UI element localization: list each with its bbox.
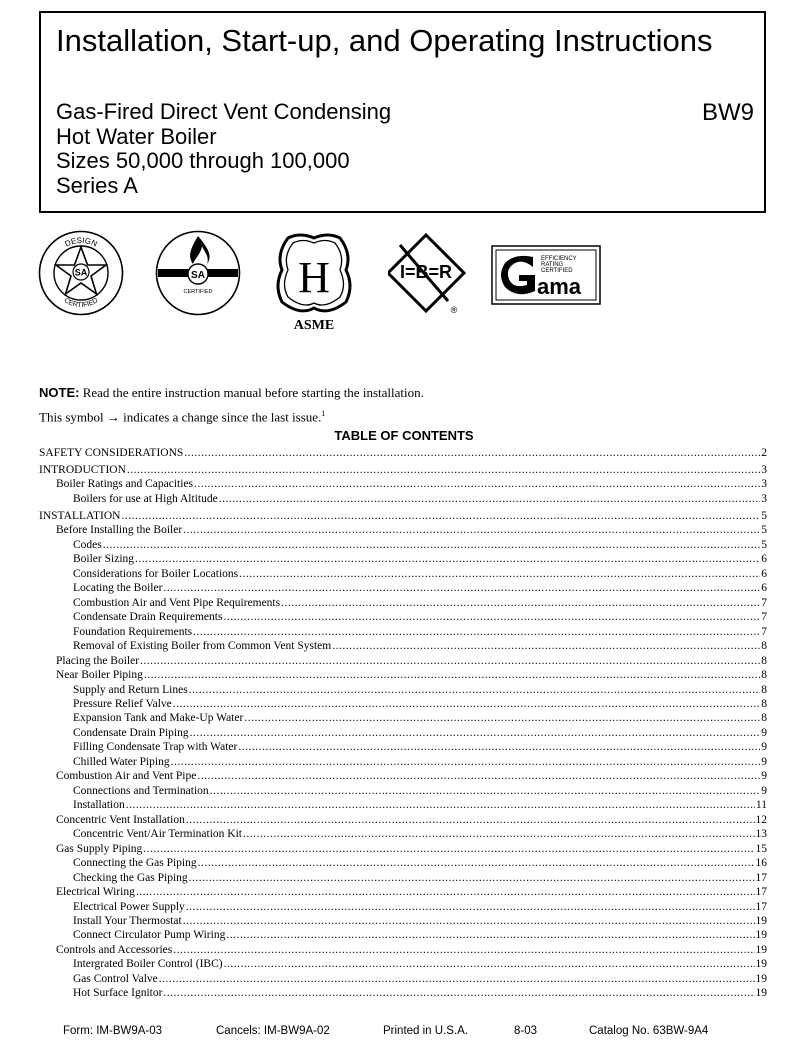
toc-leader-dots [194, 477, 760, 491]
toc-entry-page: 6 [761, 582, 767, 595]
footnote-marker: 1 [321, 409, 326, 418]
toc-entry-page: 19 [755, 958, 767, 971]
toc-leader-dots [126, 798, 755, 812]
toc-leader-dots [171, 755, 761, 769]
toc-leader-dots [163, 986, 754, 1000]
note-text: Read the entire instruction manual before starting the installation. [79, 385, 424, 400]
gama-line: EFFICIENCY [541, 256, 577, 262]
toc-entry-page: 5 [761, 509, 767, 522]
product-subtitle [56, 100, 391, 198]
toc-entry-page: 6 [761, 567, 767, 580]
toc-entry-page: 7 [761, 611, 767, 624]
asme-letter: H [298, 253, 330, 302]
toc-leader-dots [210, 784, 761, 798]
toc-leader-dots [238, 740, 760, 754]
toc-entry-page: 17 [755, 871, 767, 884]
toc-entry-page: 9 [761, 784, 767, 797]
toc-entry-title: Gas Supply Piping [56, 842, 143, 855]
toc-entry-title: Locating the Boiler [73, 582, 163, 595]
toc-leader-dots [186, 900, 755, 914]
toc-leader-dots [183, 914, 755, 928]
toc-entry[interactable] [39, 827, 767, 841]
toc-entry-title: Codes [73, 538, 102, 551]
toc-entry-page: 9 [761, 755, 767, 768]
toc-leader-dots [183, 523, 760, 537]
toc-entry[interactable] [39, 928, 767, 942]
toc-entry-page: 9 [761, 770, 767, 783]
toc-leader-dots [127, 463, 760, 477]
toc-leader-dots [198, 856, 755, 870]
toc-heading: TABLE OF CONTENTS [334, 428, 474, 443]
toc-entry-title: SAFETY CONSIDERATIONS [39, 447, 184, 459]
toc-leader-dots [173, 943, 754, 957]
toc-entry-title: Concentric Vent/Air Termination Kit [73, 828, 243, 841]
symbol-line-text: This symbol → indicates a change since the last issue. [39, 409, 322, 425]
toc-entry-page: 17 [755, 886, 767, 899]
asme-label: ASME [293, 318, 335, 333]
toc-entry[interactable] [39, 813, 767, 827]
toc-entry[interactable] [39, 711, 767, 725]
toc-entry-page: 5 [761, 538, 767, 551]
toc-leader-dots [332, 639, 760, 653]
toc-entry-title: Condensate Drain Piping [73, 726, 189, 739]
toc-entry-page: 9 [761, 726, 767, 739]
toc-entry-page: 8 [761, 654, 767, 667]
toc-leader-dots [186, 813, 755, 827]
toc-leader-dots [103, 538, 761, 552]
toc-entry[interactable] [39, 856, 767, 870]
toc-entry-page: 19 [755, 987, 767, 1000]
toc-leader-dots [244, 711, 760, 725]
toc-entry[interactable] [39, 914, 767, 928]
toc-entry[interactable] [39, 610, 767, 624]
toc-leader-dots [159, 972, 755, 986]
logo-center-text: SA [191, 270, 205, 281]
toc-entry[interactable] [39, 463, 767, 477]
toc-entry-title: Gas Control Valve [73, 972, 158, 985]
toc-entry-title: Considerations for Boiler Locations [73, 567, 239, 580]
toc-entry-page: 5 [761, 524, 767, 537]
toc-entry-title: Boiler Sizing [73, 553, 135, 566]
toc-leader-dots [135, 552, 760, 566]
toc-entry-page: 8 [761, 640, 767, 653]
toc-entry-page: 3 [761, 463, 767, 476]
toc-entry[interactable] [39, 697, 767, 711]
design-certified-logo [38, 230, 124, 316]
print-date: 8-03 [514, 1025, 538, 1037]
logo-bottom-text: CERTIFIED [183, 289, 213, 295]
toc-entry-title: Installation [73, 799, 125, 812]
cancels-number: Cancels: IM-BW9A-02 [216, 1025, 330, 1037]
toc-entry[interactable] [39, 900, 767, 914]
toc-leader-dots [219, 492, 761, 506]
toc-entry-title: Intergrated Boiler Control (IBC) [73, 958, 223, 971]
subtitle-line: Sizes 50,000 through 100,000 [56, 148, 350, 173]
toc-entry[interactable] [39, 654, 767, 668]
toc-entry[interactable] [39, 740, 767, 754]
registered-mark: ® [450, 305, 458, 315]
toc-leader-dots [143, 842, 754, 856]
toc-entry[interactable] [39, 683, 767, 697]
csa-flame-logo [155, 230, 241, 316]
toc-entry-title: Boiler Ratings and Capacities [56, 478, 194, 491]
change-symbol-note [39, 403, 424, 427]
toc-entry[interactable] [39, 769, 767, 783]
toc-entry-title: Connections and Termination [73, 784, 209, 797]
toc-entry-title: Supply and Return Lines [73, 683, 188, 696]
toc-entry-page: 19 [755, 915, 767, 927]
gama-line: RATING [541, 262, 564, 268]
toc-entry-title: Pressure Relief Valve [73, 697, 172, 710]
toc-entry[interactable] [39, 726, 767, 740]
ibr-logo [388, 233, 468, 317]
toc-entry-title: Checking the Gas Piping [73, 871, 188, 884]
toc-entry-title: Combustion Air and Vent Pipe [56, 770, 197, 783]
toc-entry[interactable] [39, 538, 767, 552]
title-box [39, 11, 766, 213]
toc-entry[interactable] [39, 596, 767, 610]
toc-leader-dots [197, 769, 760, 783]
notes [39, 382, 424, 427]
toc-leader-dots [121, 509, 760, 523]
toc-entry-title: Electrical Wiring [56, 886, 135, 899]
toc-entry-title: Placing the Boiler [56, 654, 140, 667]
printed-in: Printed in U.S.A. [383, 1025, 469, 1037]
toc-entry-title: Concentric Vent Installation [56, 813, 185, 826]
note-line [39, 382, 424, 403]
toc-leader-dots [189, 683, 761, 697]
toc-leader-dots [163, 581, 760, 595]
toc-entry-page: 12 [755, 813, 767, 826]
footer [0, 1025, 808, 1041]
toc-entry[interactable] [39, 477, 767, 491]
toc-entry-title: Combustion Air and Vent Pipe Requirements [73, 596, 281, 609]
toc-entry-title: INTRODUCTION [39, 463, 126, 476]
toc-entry-title: Condensate Drain Requirements [73, 611, 223, 624]
toc-entry-title: Electrical Power Supply [73, 900, 185, 913]
logo-bottom-text: CERTIFIED [62, 297, 100, 310]
toc-entry[interactable] [39, 523, 767, 537]
toc-leader-dots [184, 446, 760, 460]
toc-entry-page: 8 [761, 712, 767, 725]
toc-leader-dots [173, 697, 760, 711]
toc-entry[interactable] [39, 639, 767, 653]
toc-entry-title: Foundation Requirements [73, 625, 193, 638]
toc-entry[interactable] [39, 798, 767, 812]
toc-entry-title: Install Your Thermostat [73, 915, 182, 927]
toc-entry-page: 3 [761, 478, 767, 491]
toc-leader-dots [190, 726, 761, 740]
toc-entry-page: 11 [755, 799, 767, 812]
toc-leader-dots [281, 596, 760, 610]
toc-entry-page: 19 [755, 929, 767, 942]
toc-leader-dots [226, 928, 754, 942]
toc-entry-page: 17 [755, 900, 767, 913]
logo-center-text: SA [74, 267, 88, 278]
toc-entry-page: 19 [755, 943, 767, 956]
logo-top-text: DESIGN [63, 235, 99, 249]
toc-entry-title: Chilled Water Piping [73, 755, 170, 768]
toc-entry-page: 6 [761, 553, 767, 566]
gama-line: CERTIFIED [541, 268, 573, 274]
toc-entry-title: Hot Surface Ignitor [73, 987, 163, 1000]
toc-entry[interactable] [39, 567, 767, 581]
toc-entry-page: 15 [755, 842, 767, 855]
toc-entry[interactable] [39, 885, 767, 899]
toc-entry-title: Controls and Accessories [56, 943, 173, 956]
subtitle-line: Series A [56, 172, 138, 198]
toc-entry-page: 8 [761, 669, 767, 682]
toc-entry[interactable] [39, 871, 767, 885]
toc-leader-dots [136, 885, 755, 899]
toc-leader-dots [223, 610, 760, 624]
toc-entry-title: Expansion Tank and Make-Up Water [73, 712, 244, 725]
model-code: BW9 [701, 99, 754, 126]
toc-entry-page: 7 [761, 596, 767, 609]
toc-entry-title: Filling Condensate Trap with Water [73, 741, 238, 754]
toc-entry[interactable] [39, 972, 767, 986]
toc-leader-dots [243, 827, 754, 841]
toc-entry[interactable] [39, 581, 767, 595]
toc-entry[interactable] [39, 755, 767, 769]
toc-entry-page: 7 [761, 625, 767, 638]
toc-entry[interactable] [39, 625, 767, 639]
subtitle-line: Hot Water Boiler [56, 123, 217, 149]
ibr-text: I=B=R [399, 262, 453, 282]
toc-entry[interactable] [39, 668, 767, 682]
subtitle-line: Gas-Fired Direct Vent Condensing [56, 99, 392, 124]
toc-entry-page: 2 [761, 447, 767, 459]
toc-entry-title: Connect Circulator Pump Wiring [73, 929, 226, 942]
toc-entry-page: 8 [761, 697, 767, 710]
toc-entry-title: INSTALLATION [39, 509, 121, 522]
gama-wordmark: ama [537, 274, 582, 299]
toc-entry[interactable] [39, 943, 767, 957]
toc-entry[interactable] [39, 509, 767, 523]
toc-entry-title: Connecting the Gas Piping [73, 857, 197, 870]
gama-logo [491, 245, 601, 305]
toc-entry[interactable] [39, 957, 767, 971]
toc-entry[interactable] [39, 784, 767, 798]
toc-leader-dots [193, 625, 760, 639]
table-of-contents [39, 446, 767, 1001]
catalog-number: Catalog No. 63BW-9A4 [589, 1025, 709, 1037]
toc-entry[interactable] [39, 552, 767, 566]
toc-leader-dots [189, 871, 755, 885]
toc-entry-page: 9 [761, 741, 767, 754]
toc-entry-page: 3 [761, 492, 767, 505]
toc-entry-page: 19 [755, 972, 767, 985]
note-label: NOTE: [39, 385, 80, 400]
toc-leader-dots [140, 654, 760, 668]
toc-entry-page: 8 [761, 683, 767, 696]
toc-entry-title: Removal of Existing Boiler from Common Vent System [73, 640, 332, 653]
toc-entry[interactable] [39, 492, 767, 506]
toc-entry[interactable] [39, 842, 767, 856]
asme-logo [272, 230, 356, 334]
toc-entry-title: Near Boiler Piping [56, 669, 143, 682]
toc-entry-page: 13 [755, 828, 767, 841]
toc-leader-dots [224, 957, 755, 971]
toc-leader-dots [144, 668, 760, 682]
toc-entry-title: Boilers for use at High Altitude [73, 492, 218, 505]
toc-entry[interactable] [39, 446, 767, 460]
form-number: Form: IM-BW9A-03 [63, 1025, 163, 1037]
toc-entry-page: 16 [755, 857, 767, 870]
toc-leader-dots [239, 567, 760, 581]
toc-entry-title: Before Installing the Boiler [56, 524, 183, 537]
document-title: Installation, Start-up, and Operating Instructions [56, 23, 713, 58]
toc-entry[interactable] [39, 986, 767, 1000]
